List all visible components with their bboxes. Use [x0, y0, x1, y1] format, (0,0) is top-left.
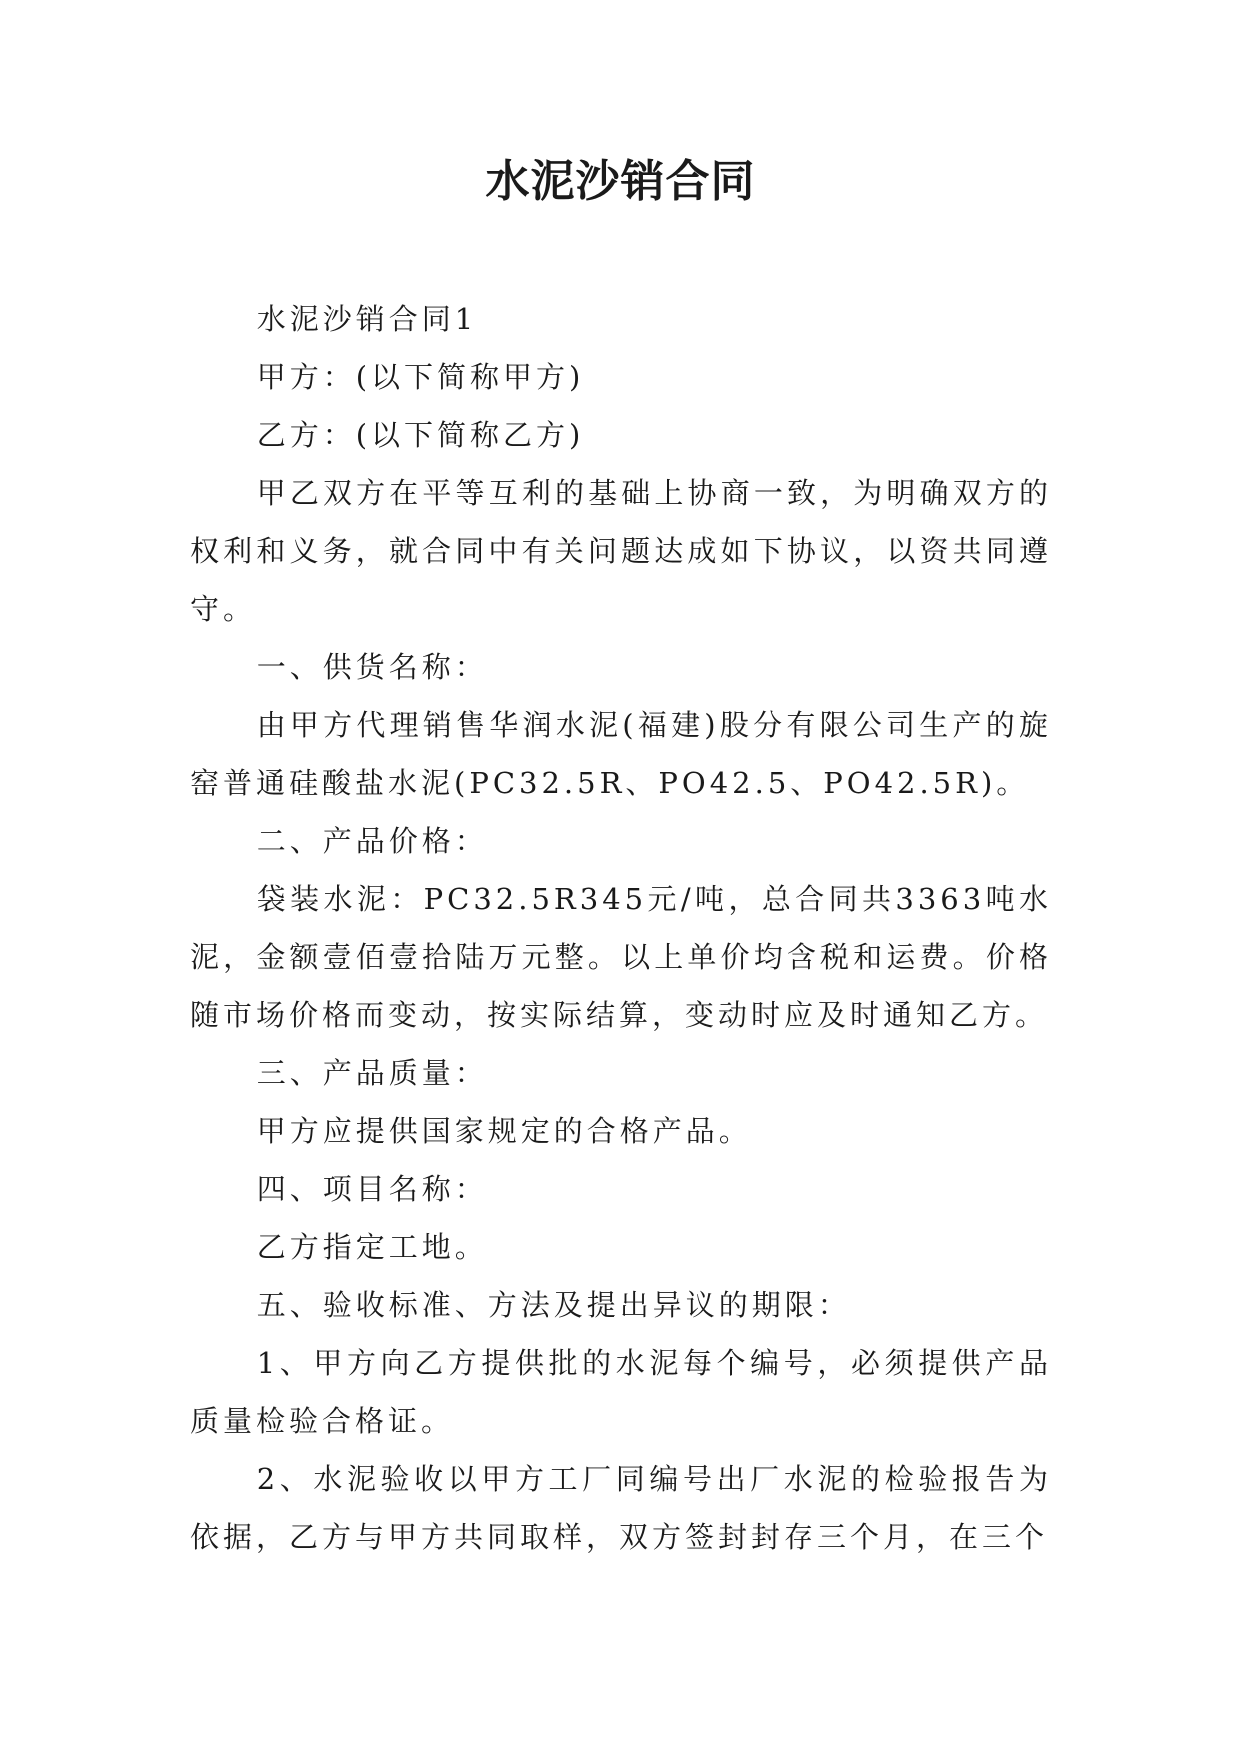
paragraph-supply-name: 由甲方代理销售华润水泥(福建)股分有限公司生产的旋窑普通硅酸盐水泥(PC32.5R、PO42.5、PO42.5R)。 — [190, 708, 1052, 800]
document-title: 水泥沙销合同 — [485, 156, 756, 207]
paragraph-party-b: 乙方：(以下简称乙方) — [256, 418, 585, 452]
section-heading-project: 四、项目名称： — [256, 1172, 488, 1206]
paragraph-quality: 甲方应提供国家规定的合格产品。 — [256, 1114, 752, 1148]
paragraph-project: 乙方指定工地。 — [256, 1230, 488, 1264]
section-heading-quality: 三、产品质量： — [256, 1056, 488, 1090]
paragraph-party-a: 甲方：(以下简称甲方) — [256, 360, 585, 394]
paragraph-contract-heading: 水泥沙销合同1 — [256, 302, 478, 336]
paragraph-price: 袋装水泥：PC32.5R345元/吨，总合同共3363吨水泥，金额壹佰壹拾陆万元整。以上单价均含税和运费。价格随市场价格而变动，按实际结算，变动时应及时通知乙方。 — [190, 882, 1052, 1032]
paragraph-acceptance-1: 1、甲方向乙方提供批的水泥每个编号，必须提供产品质量检验合格证。 — [190, 1346, 1052, 1438]
section-heading-supply-name: 一、供货名称： — [256, 650, 488, 684]
paragraph-acceptance-2: 2、水泥验收以甲方工厂同编号出厂水泥的检验报告为依据，乙方与甲方共同取样，双方签封封存三个月，在三个 — [190, 1462, 1052, 1554]
paragraph-preamble: 甲乙双方在平等互利的基础上协商一致，为明确双方的权利和义务，就合同中有关问题达成如下协议，以资共同遵守。 — [190, 476, 1052, 626]
document-body — [190, 290, 1052, 1566]
section-heading-acceptance: 五、验收标准、方法及提出异议的期限： — [256, 1288, 851, 1322]
section-heading-price: 二、产品价格： — [256, 824, 488, 858]
